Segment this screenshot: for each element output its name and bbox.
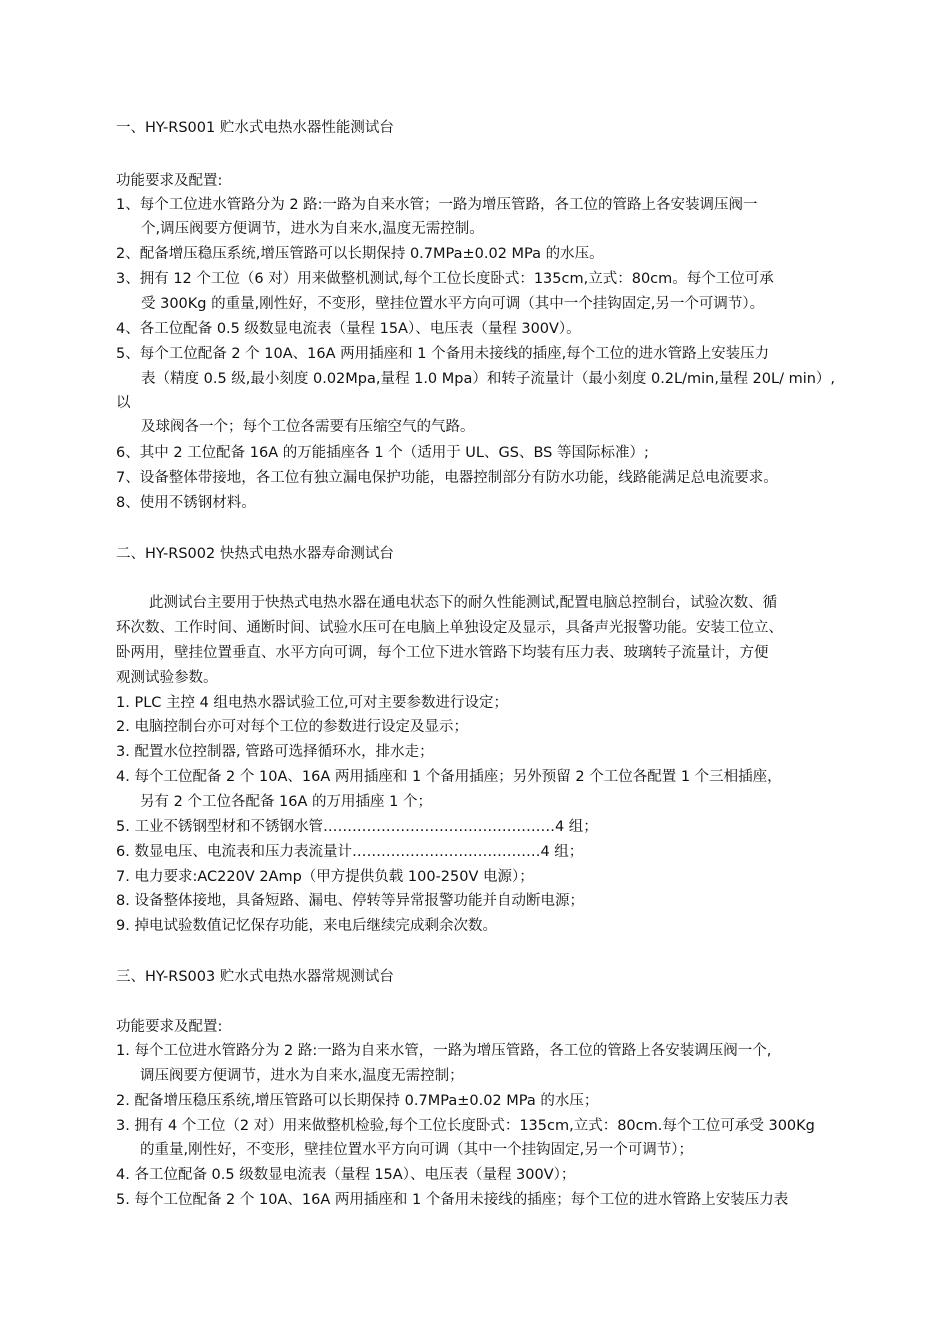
section-1-line: 及球阀各一个；每个工位各需要有压缩空气的气路。 bbox=[141, 419, 475, 435]
section-2-paragraph: 观测试验参数。 bbox=[116, 670, 218, 686]
section-3-line: 的重量,刚性好，不变形，壁挂位置水平方向可调（其中一个挂钩固定,另一个可调节）； bbox=[140, 1142, 693, 1158]
section-3-line: 3. 拥有 4 个工位（2 对）用来做整机检验,每个工位长度卧式：135cm,立式：80cm.每个工位可承受 300Kg bbox=[116, 1118, 815, 1134]
section-2-paragraph: 此测试台主要用于快热式电热水器在通电状态下的耐久性能测试,配置电脑总控制台，试验次数、循 bbox=[149, 595, 778, 611]
section-3-line: 调压阀要方便调节，进水为自来水,温度无需控制； bbox=[140, 1068, 464, 1084]
section-1-line: 以 bbox=[116, 395, 131, 411]
section-1-line: 3、拥有 12 个工位（6 对）用来做整机测试,每个工位长度卧式：135cm,立式：80cm。每个工位可承 bbox=[116, 271, 774, 287]
section-1-line: 5、每个工位配备 2 个 10A、16A 两用插座和 1 个备用未接线的插座,每个工位的进水管路上安装压力 bbox=[116, 346, 770, 362]
section-2-line: 9. 掉电试验数值记忆保存功能，来电后继续完成剩余次数。 bbox=[116, 918, 497, 934]
section-3-title: 三、HY-RS003 贮水式电热水器常规测试台 bbox=[116, 969, 394, 985]
section-2-paragraph: 卧两用，壁挂位置垂直、水平方向可调，每个工位下进水管路下均装有压力表、玻璃转子流量计，方便 bbox=[116, 645, 769, 661]
section-3-line: 4. 各工位配备 0.5 级数显电流表（量程 15A）、电压表（量程 300V）； bbox=[116, 1167, 576, 1183]
section-1-line: 4、各工位配备 0.5 级数显电流表（量程 15A）、电压表（量程 300V）。 bbox=[116, 321, 581, 337]
section-1-line: 2、配备增压稳压系统,增压管路可以长期保持 0.7MPa±0.02 MPa 的水压。 bbox=[116, 246, 604, 262]
section-1-title: 一、HY-RS001 贮水式电热水器性能测试台 bbox=[116, 120, 394, 136]
section-1-line: 7、设备整体带接地，各工位有独立漏电保护功能，电器控制部分有防水功能，线路能满足总电流要求。 bbox=[116, 470, 778, 486]
section-2-line: 7. 电力要求:AC220V 2Amp（甲方提供负载 100-250V 电源）； bbox=[116, 869, 534, 885]
section-1-line: 受 300Kg 的重量,刚性好，不变形，壁挂位置水平方向可调（其中一个挂钩固定,另一个可调节）。 bbox=[141, 296, 765, 312]
section-1-line: 1、每个工位进水管路分为 2 路:一路为自来水管；一路为增压管路，各工位的管路上各安装调压阀一 bbox=[116, 197, 758, 213]
section-2-line: 8. 设备整体接地，具备短路、漏电、停转等异常报警功能并自动断电源； bbox=[116, 893, 584, 909]
section-3-line: 1. 每个工位进水管路分为 2 路:一路为自来水管，一路为增压管路，各工位的管路上各安装调压阀一个, bbox=[116, 1043, 772, 1059]
section-3-intro: 功能要求及配置: bbox=[116, 1019, 223, 1035]
section-2-line: 4. 每个工位配备 2 个 10A、16A 两用插座和 1 个备用插座；另外预留 2 个工位各配置 1 个三相插座， bbox=[116, 769, 782, 785]
section-1-line: 表（精度 0.5 级,最小刻度 0.02Mpa,量程 1.0 Mpa）和转子流量计（最小刻度 0.2L/min,量程 20L/ min）, bbox=[141, 371, 836, 387]
section-2-title: 二、HY-RS002 快热式电热水器寿命测试台 bbox=[116, 546, 394, 562]
section-1-line: 8、使用不锈钢材料。 bbox=[116, 495, 256, 511]
section-3-line: 5. 每个工位配备 2 个 10A、16A 两用插座和 1 个备用未接线的插座；每个工位的进水管路上安装压力表 bbox=[116, 1192, 789, 1208]
section-2-line: 1. PLC 主控 4 组电热水器试验工位,可对主要参数进行设定； bbox=[116, 695, 509, 711]
section-3-line: 2. 配备增压稳压系统,增压管路可以长期保持 0.7MPa±0.02 MPa 的水压； bbox=[116, 1093, 599, 1109]
section-2-paragraph: 环次数、工作时间、通断时间、试验水压可在电脑上单独设定及显示，具备声光报警功能。安装工位立、 bbox=[116, 620, 783, 636]
section-1-line: 个,调压阀要方便调节，进水为自来水,温度无需控制。 bbox=[141, 221, 484, 237]
section-2-line: 另有 2 个工位各配备 16A 的万用插座 1 个； bbox=[140, 794, 432, 810]
section-2-line: 3. 配置水位控制器, 管路可选择循环水，排水走； bbox=[116, 744, 434, 760]
section-2-line: 2. 电脑控制台亦可对每个工位的参数进行设定及显示； bbox=[116, 719, 468, 735]
section-2-line: 5. 工业不锈钢型材和不锈钢水管…………………………………………4 组； bbox=[116, 819, 598, 835]
section-1-intro: 功能要求及配置: bbox=[116, 173, 223, 189]
section-1-line: 6、其中 2 工位配备 16A 的万能插座各 1 个（适用于 UL、GS、BS 等国际标准）; bbox=[116, 445, 649, 461]
section-2-line: 6. 数显电压、电流表和压力表流量计…………………………………4 组； bbox=[116, 844, 584, 860]
